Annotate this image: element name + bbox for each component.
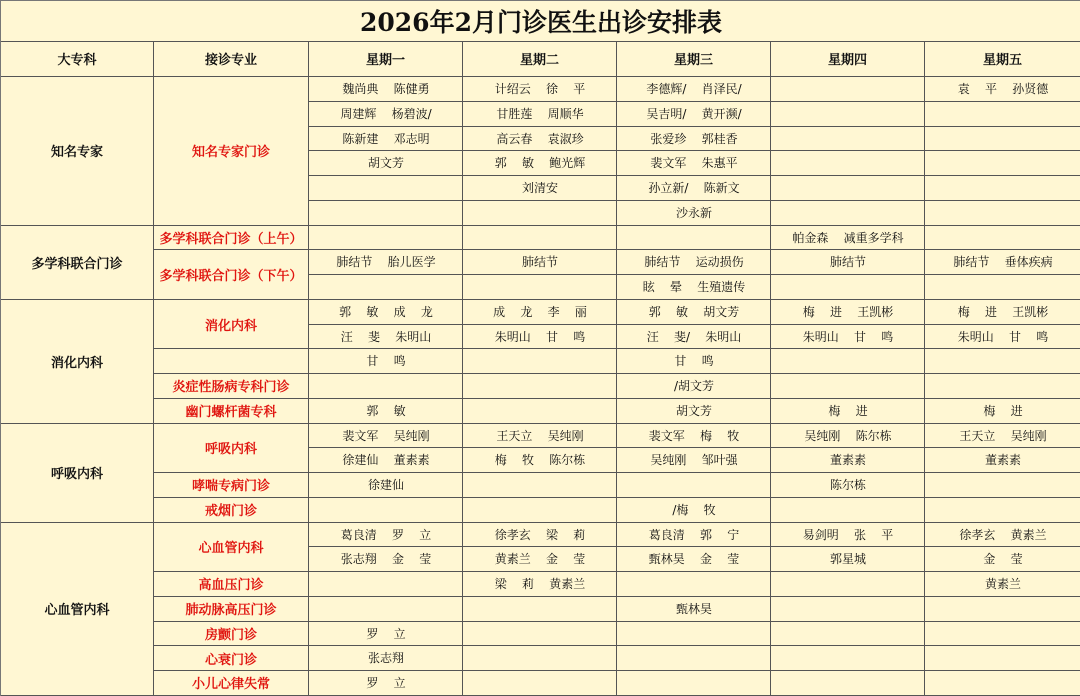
specialty-cell: 消化内科 bbox=[154, 300, 309, 350]
header-day-4: 星期四 bbox=[771, 41, 925, 77]
doctor-names: 高云春 袁淑珍 bbox=[496, 131, 584, 146]
specialty-cell-empty bbox=[154, 349, 309, 374]
doctor-names: 董素素 bbox=[984, 453, 1021, 468]
specialty-cell: 呼吸内科 bbox=[154, 424, 309, 474]
specialty-cell: 戒烟门诊 bbox=[154, 498, 309, 523]
schedule-cell bbox=[309, 275, 463, 300]
doctor-names: 徐建仙 董素素 bbox=[342, 453, 430, 468]
doctor-names: 朱明山 甘 鸣 bbox=[494, 329, 586, 344]
doctor-names: 胡文芳 bbox=[367, 156, 404, 171]
doctor-names: 汪 斐/ 朱明山 bbox=[646, 329, 742, 344]
schedule-cell bbox=[771, 151, 925, 176]
doctor-names: 袁 平 孙贤德 bbox=[957, 82, 1049, 96]
doctor-names: 罗 立 bbox=[366, 626, 406, 641]
doctor-names: 陈新建 邓志明 bbox=[342, 131, 430, 146]
doctor-names: 甘 鸣 bbox=[674, 354, 714, 369]
doctor-names: 眩 晕 生殖遗传 bbox=[642, 280, 746, 294]
doctor-names: 黄素兰 bbox=[984, 577, 1021, 591]
doctor-names: 郭 敏 成 龙 bbox=[339, 304, 433, 319]
sheet-title: 2026年2月门诊医生出诊安排表 bbox=[1, 1, 1080, 42]
specialty-cell: 炎症性肠病专科门诊 bbox=[154, 374, 309, 399]
doctor-names: 朱明山 甘 鸣 bbox=[957, 329, 1049, 344]
schedule-cell bbox=[925, 151, 1080, 176]
schedule-cell bbox=[617, 646, 771, 671]
schedule-cell bbox=[309, 226, 463, 251]
doctor-names: 梅 进 王凯彬 bbox=[802, 304, 894, 319]
doctor-names: 刘清安 bbox=[521, 181, 558, 195]
specialty-cell: 房颤门诊 bbox=[154, 622, 309, 647]
schedule-cell bbox=[309, 572, 463, 597]
doctor-names: 张志翔 bbox=[367, 651, 404, 666]
schedule-cell bbox=[771, 275, 925, 300]
schedule-cell bbox=[925, 226, 1080, 251]
schedule-cell bbox=[925, 275, 1080, 300]
specialty-cell: 小儿心律失常 bbox=[154, 671, 309, 696]
schedule-cell bbox=[771, 646, 925, 671]
schedule-cell bbox=[617, 622, 771, 647]
specialty-cell: 肺动脉高压门诊 bbox=[154, 597, 309, 622]
header-day-5: 星期五 bbox=[925, 41, 1080, 77]
doctor-names: 郭星城 bbox=[829, 552, 866, 567]
schedule-cell bbox=[925, 201, 1080, 226]
doctor-names: 汪 斐 朱明山 bbox=[340, 329, 432, 344]
schedule-cell bbox=[771, 498, 925, 523]
department-cell: 呼吸内科 bbox=[1, 424, 154, 523]
schedule-cell bbox=[771, 176, 925, 201]
schedule-cell bbox=[617, 572, 771, 597]
schedule-cell bbox=[925, 597, 1080, 622]
doctor-names: 徐建仙 bbox=[367, 478, 404, 492]
specialty-cell: 知名专家门诊 bbox=[154, 77, 309, 226]
schedule-cell bbox=[925, 127, 1080, 152]
doctor-names: 陈尔栋 bbox=[829, 478, 866, 492]
doctor-names: 吴纯刚 邹叶强 bbox=[650, 453, 738, 468]
doctor-names: 徐孝玄 黄素兰 bbox=[959, 527, 1047, 542]
department-cell: 多学科联合门诊 bbox=[1, 226, 154, 300]
schedule-cell bbox=[617, 226, 771, 251]
doctor-names: 葛良清 郭 宁 bbox=[648, 527, 740, 542]
doctor-names: 朱明山 甘 鸣 bbox=[802, 329, 894, 344]
doctor-names: 甘 鸣 bbox=[366, 354, 406, 369]
doctor-names: 张爱珍 郭桂香 bbox=[650, 131, 738, 146]
doctor-names: /胡文芳 bbox=[673, 379, 715, 393]
schedule-cell bbox=[463, 597, 617, 622]
schedule-cell bbox=[925, 374, 1080, 399]
doctor-names: 梅 进 bbox=[983, 403, 1023, 418]
doctor-names: 董素素 bbox=[829, 453, 866, 468]
doctor-names: 甄林昊 bbox=[675, 601, 712, 616]
schedule-cell bbox=[771, 201, 925, 226]
doctor-names: 金 莹 bbox=[983, 552, 1023, 567]
doctor-names: 成 龙 李 丽 bbox=[493, 304, 587, 319]
doctor-names: 孙立新/ 陈新文 bbox=[648, 181, 740, 195]
schedule-cell bbox=[309, 597, 463, 622]
schedule-cell bbox=[309, 176, 463, 201]
doctor-names: 梅 牧 陈尔栋 bbox=[494, 453, 586, 468]
schedule-cell bbox=[617, 473, 771, 498]
department-cell: 知名专家 bbox=[1, 77, 154, 226]
doctor-names: 甄林昊 金 莹 bbox=[648, 552, 740, 567]
doctor-names: 肺结节 bbox=[521, 255, 558, 270]
schedule-cell bbox=[463, 498, 617, 523]
doctor-names: 梅 进 bbox=[828, 403, 868, 418]
doctor-names: 李德辉/ 肖泽民/ bbox=[646, 82, 742, 96]
schedule-cell bbox=[463, 399, 617, 424]
header-spec: 接诊专业 bbox=[154, 41, 309, 77]
doctor-names: 胡文芳 bbox=[675, 403, 712, 418]
specialty-cell: 多学科联合门诊（上午） bbox=[154, 226, 309, 251]
schedule-cell bbox=[925, 349, 1080, 374]
doctor-names: 吴纯刚 陈尔栋 bbox=[804, 428, 892, 443]
schedule-cell bbox=[925, 646, 1080, 671]
doctor-names: 裴文军 朱惠平 bbox=[650, 156, 738, 171]
doctor-names: 葛良清 罗 立 bbox=[340, 527, 432, 542]
doctor-names: 郭 敏 胡文芳 bbox=[648, 304, 740, 319]
doctor-names: 肺结节 bbox=[829, 255, 866, 270]
specialty-cell: 哮喘专病门诊 bbox=[154, 473, 309, 498]
schedule-cell bbox=[463, 349, 617, 374]
doctor-names: 吴吉明/ 黄开濒/ bbox=[646, 106, 742, 121]
doctor-names: 徐孝玄 梁 莉 bbox=[494, 527, 586, 542]
schedule-cell bbox=[463, 226, 617, 251]
doctor-names: 梅 进 王凯彬 bbox=[957, 304, 1049, 319]
doctor-names: 王天立 吴纯刚 bbox=[496, 428, 584, 443]
schedule-cell bbox=[771, 622, 925, 647]
doctor-names: 沙永新 bbox=[675, 205, 712, 220]
schedule-cell bbox=[771, 597, 925, 622]
schedule-cell bbox=[463, 275, 617, 300]
schedule-cell bbox=[309, 374, 463, 399]
doctor-names: 梁 莉 黄素兰 bbox=[494, 577, 586, 591]
doctor-names: 张志翔 金 莹 bbox=[340, 552, 432, 567]
doctor-names: 郭 敏 bbox=[366, 403, 406, 418]
doctor-names: 郭 敏 鲍光辉 bbox=[494, 156, 586, 171]
schedule-cell bbox=[771, 102, 925, 127]
schedule-cell bbox=[463, 671, 617, 696]
schedule-cell bbox=[925, 176, 1080, 201]
schedule-cell bbox=[925, 498, 1080, 523]
schedule-cell bbox=[617, 671, 771, 696]
schedule-cell bbox=[463, 201, 617, 226]
doctor-names: 周建辉 杨碧波/ bbox=[340, 106, 432, 121]
doctor-names: 罗 立 bbox=[366, 676, 406, 690]
doctor-names: 黄素兰 金 莹 bbox=[494, 552, 586, 567]
schedule-cell bbox=[463, 473, 617, 498]
doctor-names: 肺结节 垂体疾病 bbox=[953, 255, 1053, 270]
header-day-2: 星期二 bbox=[463, 41, 617, 77]
specialty-cell: 心血管内科 bbox=[154, 523, 309, 573]
doctor-names: /梅 牧 bbox=[672, 502, 716, 517]
header-day-1: 星期一 bbox=[309, 41, 463, 77]
schedule-cell bbox=[309, 201, 463, 226]
schedule-cell bbox=[925, 473, 1080, 498]
schedule-cell bbox=[771, 127, 925, 152]
schedule-cell bbox=[925, 102, 1080, 127]
schedule-cell bbox=[925, 671, 1080, 696]
doctor-names: 甘胜莲 周顺华 bbox=[496, 106, 584, 121]
department-cell: 消化内科 bbox=[1, 300, 154, 424]
header-dept: 大专科 bbox=[1, 41, 154, 77]
doctor-names: 肺结节 胎儿医学 bbox=[336, 255, 436, 270]
doctor-names: 肺结节 运动损伤 bbox=[644, 255, 744, 270]
specialty-cell: 多学科联合门诊（下午） bbox=[154, 250, 309, 300]
doctor-names: 易剑明 张 平 bbox=[802, 527, 894, 542]
doctor-names: 裴文军 梅 牧 bbox=[648, 428, 740, 443]
specialty-cell: 高血压门诊 bbox=[154, 572, 309, 597]
department-cell: 心血管内科 bbox=[1, 523, 154, 696]
schedule-cell bbox=[771, 349, 925, 374]
specialty-cell: 幽门螺杆菌专科 bbox=[154, 399, 309, 424]
schedule-cell bbox=[309, 498, 463, 523]
schedule-cell bbox=[771, 77, 925, 102]
doctor-names: 王天立 吴纯刚 bbox=[959, 428, 1047, 443]
specialty-cell: 心衰门诊 bbox=[154, 646, 309, 671]
doctor-names: 帕金森 减重多学科 bbox=[792, 230, 904, 245]
doctor-names: 魏尚典 陈健勇 bbox=[342, 82, 430, 96]
schedule-cell bbox=[463, 622, 617, 647]
schedule-cell bbox=[463, 374, 617, 399]
doctor-names: 裴文军 吴纯刚 bbox=[342, 428, 430, 443]
schedule-cell bbox=[463, 646, 617, 671]
schedule-cell bbox=[771, 671, 925, 696]
schedule-cell bbox=[771, 374, 925, 399]
header-day-3: 星期三 bbox=[617, 41, 771, 77]
schedule-cell bbox=[771, 572, 925, 597]
doctor-names: 计绍云 徐 平 bbox=[494, 82, 586, 96]
schedule-cell bbox=[925, 622, 1080, 647]
